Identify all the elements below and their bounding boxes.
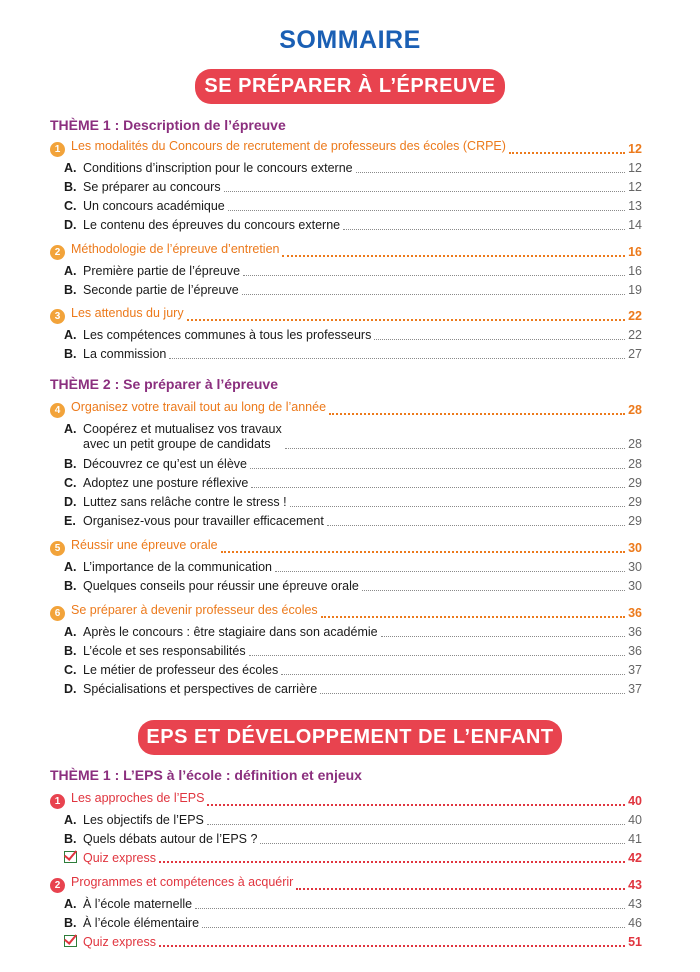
toc-item[interactable] bbox=[64, 640, 642, 659]
item-title: Quelques conseils pour réussir une épreuve orale bbox=[83, 579, 359, 593]
quiz-express-link[interactable] bbox=[64, 931, 642, 950]
toc-item[interactable] bbox=[64, 453, 642, 472]
chapter-number-badge: 6 bbox=[50, 606, 65, 621]
chapter-title: Les modalités du Concours de recrutement de professeurs des écoles (CRPE) bbox=[71, 139, 506, 153]
item-title: Se préparer au concours bbox=[83, 180, 221, 194]
dot-leader bbox=[381, 636, 625, 637]
toc-item[interactable] bbox=[64, 510, 642, 529]
toc-item[interactable] bbox=[64, 418, 642, 452]
item-title: Le contenu des épreuves du concours externe bbox=[83, 218, 341, 232]
dot-leader bbox=[224, 191, 626, 192]
item-letter: B. bbox=[64, 180, 77, 194]
dot-leader bbox=[250, 468, 625, 469]
dot-leader bbox=[207, 824, 625, 825]
item-letter: C. bbox=[64, 199, 77, 213]
dot-leader bbox=[296, 888, 625, 890]
item-letter: C. bbox=[64, 663, 77, 677]
item-letter: B. bbox=[64, 283, 77, 297]
checkbox-icon bbox=[64, 935, 77, 947]
quiz-express-link[interactable] bbox=[64, 847, 642, 866]
item-title: Organisez-vous pour travailler efficacement bbox=[83, 514, 324, 528]
toc-item[interactable] bbox=[64, 893, 642, 912]
item-letter: B. bbox=[64, 579, 77, 593]
chapter-number-badge: 2 bbox=[50, 878, 65, 893]
toc-item[interactable] bbox=[64, 575, 642, 594]
dot-leader bbox=[242, 294, 625, 295]
dot-leader bbox=[260, 843, 625, 844]
item-title: Les objectifs de l’EPS bbox=[83, 813, 204, 827]
dot-leader bbox=[356, 172, 626, 173]
dot-leader bbox=[251, 487, 625, 488]
dot-leader bbox=[228, 210, 625, 211]
dot-leader bbox=[282, 255, 625, 257]
page-number: 51 bbox=[628, 935, 642, 949]
part1-theme2-title: THÈME 2 : Se préparer à l’épreuve bbox=[50, 376, 278, 392]
item-letter: D. bbox=[64, 682, 77, 696]
page-number: 14 bbox=[628, 218, 642, 232]
dot-leader bbox=[195, 908, 625, 909]
item-letter: D. bbox=[64, 495, 77, 509]
page-number: 22 bbox=[628, 328, 642, 342]
dot-leader bbox=[329, 413, 625, 415]
dot-leader bbox=[374, 339, 625, 340]
item-title: Luttez sans relâche contre le stress ! bbox=[83, 495, 287, 509]
page-number: 40 bbox=[628, 813, 642, 827]
page-number: 12 bbox=[628, 180, 642, 194]
chapter-title: Les attendus du jury bbox=[71, 306, 184, 320]
item-title: Un concours académique bbox=[83, 199, 225, 213]
chapter-title: Les approches de l’EPS bbox=[71, 791, 205, 805]
chapter-title: Organisez votre travail tout au long de l’année bbox=[71, 400, 327, 414]
toc-item[interactable] bbox=[64, 912, 642, 931]
toc-item[interactable] bbox=[64, 556, 642, 575]
item-title: Spécialisations et perspectives de carrière bbox=[83, 682, 318, 696]
dot-leader bbox=[169, 358, 625, 359]
item-title-line1: Coopérez et mutualisez vos travaux bbox=[83, 422, 282, 436]
item-title: Découvrez ce qu’est un élève bbox=[83, 457, 247, 471]
item-title: Les compétences communes à tous les professeurs bbox=[83, 328, 372, 342]
item-title: Conditions d’inscription pour le concours externe bbox=[83, 161, 353, 175]
chapter-number-badge: 1 bbox=[50, 794, 65, 809]
toc-item[interactable] bbox=[64, 472, 642, 491]
toc-item[interactable] bbox=[64, 195, 642, 214]
item-letter: A. bbox=[64, 897, 77, 911]
page-number: 43 bbox=[628, 897, 642, 911]
page-number: 36 bbox=[628, 644, 642, 658]
item-title: À l’école maternelle bbox=[83, 897, 193, 911]
dot-leader bbox=[509, 152, 625, 154]
toc-item[interactable] bbox=[64, 678, 642, 697]
chapter-number-badge: 3 bbox=[50, 309, 65, 324]
chapter-1-link[interactable] bbox=[50, 138, 642, 157]
toc-item[interactable] bbox=[64, 828, 642, 847]
dot-leader bbox=[327, 525, 625, 526]
chapter-number-badge: 5 bbox=[50, 541, 65, 556]
toc-item[interactable] bbox=[64, 659, 642, 678]
item-letter: E. bbox=[64, 514, 76, 528]
part2-theme1-title: THÈME 1 : L’EPS à l’école : définition et enjeux bbox=[50, 767, 362, 783]
page-number: 30 bbox=[628, 541, 642, 555]
item-letter: B. bbox=[64, 347, 77, 361]
dot-leader bbox=[221, 551, 625, 553]
item-title: Quels débats autour de l’EPS ? bbox=[83, 832, 258, 846]
item-letter: A. bbox=[64, 422, 77, 436]
item-letter: B. bbox=[64, 457, 77, 471]
page-number: 22 bbox=[628, 309, 642, 323]
page-number: 13 bbox=[628, 199, 642, 213]
dot-leader bbox=[187, 319, 626, 321]
page-number: 42 bbox=[628, 851, 642, 865]
toc-item[interactable] bbox=[64, 324, 642, 343]
item-letter: A. bbox=[64, 813, 77, 827]
item-title: Adoptez une posture réflexive bbox=[83, 476, 249, 490]
dot-leader bbox=[202, 927, 625, 928]
page-number: 37 bbox=[628, 682, 642, 696]
page-number: 41 bbox=[628, 832, 642, 846]
page-title: SOMMAIRE bbox=[279, 26, 421, 54]
toc-item[interactable] bbox=[64, 260, 642, 279]
toc-item[interactable] bbox=[64, 214, 642, 233]
page-number: 36 bbox=[628, 625, 642, 639]
chapter-4-link[interactable] bbox=[50, 399, 642, 418]
item-letter: D. bbox=[64, 218, 77, 232]
part2-chapter-1-link[interactable] bbox=[50, 790, 642, 809]
item-title: Après le concours : être stagiaire dans son académie bbox=[83, 625, 378, 639]
item-title: L’importance de la communication bbox=[83, 560, 272, 574]
dot-leader bbox=[343, 229, 625, 230]
toc-item[interactable] bbox=[64, 809, 642, 828]
quiz-label: Quiz express bbox=[83, 935, 156, 949]
part2-chapter-2-link[interactable] bbox=[50, 874, 642, 893]
dot-leader bbox=[159, 945, 625, 947]
chapter-title: Réussir une épreuve orale bbox=[71, 538, 218, 552]
chapter-3-link[interactable] bbox=[50, 305, 642, 324]
item-title: Seconde partie de l’épreuve bbox=[83, 283, 239, 297]
chapter-title: Programmes et compétences à acquérir bbox=[71, 875, 294, 889]
toc-item[interactable] bbox=[64, 343, 642, 362]
item-title: Le métier de professeur des écoles bbox=[83, 663, 279, 677]
part1-theme1-title: THÈME 1 : Description de l’épreuve bbox=[50, 117, 286, 133]
dot-leader bbox=[249, 655, 625, 656]
dot-leader bbox=[362, 590, 625, 591]
item-title-line2: avec un petit groupe de candidats bbox=[83, 437, 271, 451]
page-number: 29 bbox=[628, 514, 642, 528]
item-letter: C. bbox=[64, 476, 77, 490]
dot-leader bbox=[285, 448, 625, 449]
item-letter: B. bbox=[64, 832, 77, 846]
toc-item[interactable] bbox=[64, 157, 642, 176]
item-letter: B. bbox=[64, 916, 77, 930]
page-number: 19 bbox=[628, 283, 642, 297]
page-number: 12 bbox=[628, 161, 642, 175]
chapter-5-link[interactable] bbox=[50, 537, 642, 556]
item-title: La commission bbox=[83, 347, 167, 361]
page-number: 30 bbox=[628, 579, 642, 593]
page-number: 28 bbox=[628, 403, 642, 417]
item-title: À l’école élémentaire bbox=[83, 916, 200, 930]
chapter-number-badge: 1 bbox=[50, 142, 65, 157]
page-number: 29 bbox=[628, 476, 642, 490]
page-number: 40 bbox=[628, 794, 642, 808]
item-title: L’école et ses responsabilités bbox=[83, 644, 246, 658]
toc-item[interactable] bbox=[64, 279, 642, 298]
page-number: 27 bbox=[628, 347, 642, 361]
dot-leader bbox=[321, 616, 625, 618]
page-number: 46 bbox=[628, 916, 642, 930]
dot-leader bbox=[275, 571, 625, 572]
chapter-title: Méthodologie de l’épreuve d’entretien bbox=[71, 242, 280, 256]
page-number: 28 bbox=[628, 437, 642, 451]
item-letter: A. bbox=[64, 328, 77, 342]
page-number: 28 bbox=[628, 457, 642, 471]
part2-banner: EPS ET DÉVELOPPEMENT DE L’ENFANT bbox=[138, 720, 562, 755]
page-number: 36 bbox=[628, 606, 642, 620]
toc-item[interactable] bbox=[64, 491, 642, 510]
page-number: 37 bbox=[628, 663, 642, 677]
dot-leader bbox=[290, 506, 626, 507]
page-number: 16 bbox=[628, 264, 642, 278]
page-number: 30 bbox=[628, 560, 642, 574]
page-number: 29 bbox=[628, 495, 642, 509]
page-number: 43 bbox=[628, 878, 642, 892]
item-letter: A. bbox=[64, 161, 77, 175]
dot-leader bbox=[243, 275, 625, 276]
item-letter: A. bbox=[64, 264, 77, 278]
dot-leader bbox=[281, 674, 625, 675]
part1-banner: SE PRÉPARER À L’ÉPREUVE bbox=[195, 69, 505, 104]
checkbox-icon bbox=[64, 851, 77, 863]
dot-leader bbox=[320, 693, 625, 694]
chapter-6-link[interactable] bbox=[50, 602, 642, 621]
toc-item[interactable] bbox=[64, 176, 642, 195]
page-number: 16 bbox=[628, 245, 642, 259]
quiz-label: Quiz express bbox=[83, 851, 156, 865]
item-letter: A. bbox=[64, 625, 77, 639]
chapter-2-link[interactable] bbox=[50, 241, 642, 260]
dot-leader bbox=[159, 861, 625, 863]
dot-leader bbox=[207, 804, 625, 806]
chapter-number-badge: 2 bbox=[50, 245, 65, 260]
item-letter: B. bbox=[64, 644, 77, 658]
chapter-title: Se préparer à devenir professeur des écoles bbox=[71, 603, 318, 617]
chapter-number-badge: 4 bbox=[50, 403, 65, 418]
page-number: 12 bbox=[628, 142, 642, 156]
item-title: Première partie de l’épreuve bbox=[83, 264, 241, 278]
item-letter: A. bbox=[64, 560, 77, 574]
toc-item[interactable] bbox=[64, 621, 642, 640]
